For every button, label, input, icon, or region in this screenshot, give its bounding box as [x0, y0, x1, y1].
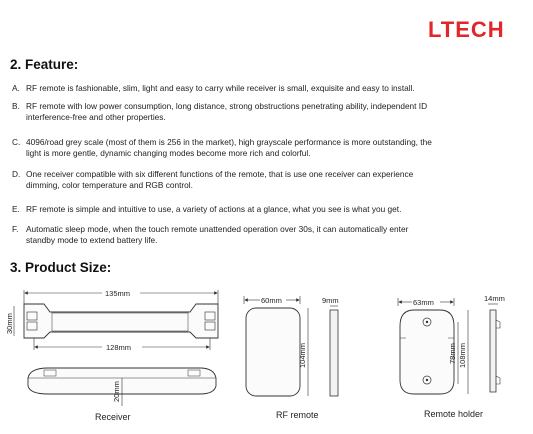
remote-caption: RF remote — [276, 410, 319, 420]
dim-remote-thickness: 9mm — [322, 296, 339, 305]
receiver-drawing — [0, 282, 240, 412]
dim-holder-width: 63mm — [413, 298, 434, 307]
feature-label: B. — [12, 101, 20, 111]
holder-side-view — [490, 310, 496, 392]
dim-holder-depth: 14mm — [484, 294, 505, 303]
feature-label: E. — [12, 204, 20, 214]
feature-label: D. — [12, 169, 21, 179]
feature-item-c — [12, 137, 517, 159]
feature-item-e — [12, 204, 517, 215]
remote-drawing — [238, 292, 358, 407]
feature-text: Automatic sleep mode, when the touch remote unattended operation over 30s, it can automatically enter — [26, 224, 409, 234]
dim-receiver-length: 135mm — [105, 289, 131, 298]
feature-label: A. — [12, 83, 20, 93]
feature-label: C. — [12, 137, 21, 147]
holder-caption: Remote holder — [424, 409, 484, 419]
dim-remote-width: 60mm — [261, 296, 282, 305]
feature-item-d — [12, 169, 517, 191]
remote-side-view — [330, 310, 338, 396]
feature-text: 4096/road grey scale (most of them is 256 in the market), high grayscale performance is more outstanding, the — [26, 137, 432, 147]
feature-text-cont: light is more gentle, dynamic changing modes become more rich and colorful. — [26, 148, 311, 158]
dim-remote-height: 104mm — [298, 342, 307, 368]
holder-drawing — [392, 292, 530, 407]
feature-text: RF remote with low power consumption, long distance, strong obstructions penetrating ability, independent ID — [26, 101, 428, 111]
feature-text: RF remote is simple and intuitive to use, a variety of actions at a glance, what you see is what you get. — [26, 204, 402, 214]
feature-text: One receiver compatible with six different functions of the remote, that is use one receiver can experience — [26, 169, 414, 179]
remote-front-view — [246, 308, 300, 396]
feature-text: RF remote is fashionable, slim, light and easy to carry while receiver is small, exquisite and easy to install. — [26, 83, 415, 93]
dim-holder-inner-height: 78mm — [448, 343, 457, 364]
feature-text-cont: dimming, color temperature and RGB control. — [26, 180, 193, 190]
ltech-logo — [428, 18, 513, 40]
logo-text: LTECH — [428, 18, 505, 40]
dim-holder-height: 108mm — [458, 342, 467, 368]
feature-text-cont: interference-free and other properties. — [26, 112, 166, 122]
size-heading: 3. Product Size: — [10, 260, 112, 275]
receiver-caption: Receiver — [95, 412, 131, 422]
feature-label: F. — [12, 224, 19, 234]
dim-receiver-width: 30mm — [5, 313, 14, 334]
feature-text-cont: standby mode to extend battery life. — [26, 235, 158, 245]
dim-receiver-inner-length: 128mm — [106, 343, 132, 352]
feature-item-a — [12, 83, 517, 94]
feature-item-f — [12, 224, 517, 246]
dim-receiver-height: 20mm — [112, 381, 121, 402]
receiver-top-view — [24, 304, 218, 338]
feature-heading: 2. Feature: — [10, 57, 79, 72]
feature-item-b — [12, 101, 517, 123]
